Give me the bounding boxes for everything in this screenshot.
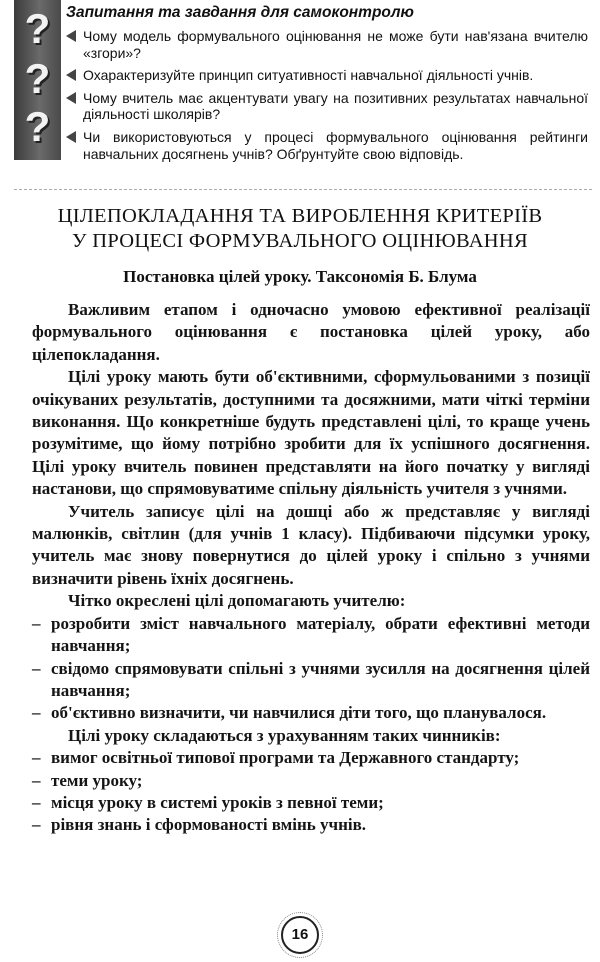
paragraph: Учитель записує цілі на дошці або ж представляє у вигляді малюнків, світлин (для учнів 1 класу). Підбиваючи підсумки уроку, учитель має знову повернутися до цілей уроку і спільно з учнями визначити рівень їхніх досягнень. bbox=[32, 501, 590, 588]
subsection-title: Постановка цілей уроку. Таксономія Б. Блума bbox=[123, 267, 477, 286]
body-text bbox=[32, 299, 590, 837]
question-mark-icon: ? bbox=[24, 103, 51, 150]
goals-benefits-list bbox=[32, 613, 590, 725]
self-check-title: Запитання та завдання для самоконтролю bbox=[66, 4, 414, 21]
section-heading bbox=[20, 204, 580, 254]
question-item: Чому вчитель має акцентувати увагу на позитивних результатах навчальної діяльності школярів? bbox=[66, 90, 588, 123]
self-check-box bbox=[0, 0, 600, 192]
question-mark-icon: ? bbox=[24, 55, 51, 102]
question-mark-icon: ? bbox=[24, 5, 51, 52]
heading-line-1: ЦІЛЕПОКЛАДАННЯ ТА ВИРОБЛЕННЯ КРИТЕРІЇВ bbox=[57, 205, 543, 227]
paragraph: Цілі уроку складаються з урахуванням таких чинників: bbox=[68, 725, 501, 745]
page-number: 16 bbox=[281, 916, 319, 954]
list-item: – рівня знань і сформованості вмінь учнів. bbox=[32, 815, 367, 835]
triangle-bullet-icon bbox=[66, 69, 76, 81]
divider bbox=[14, 189, 592, 190]
paragraph: Чітко окреслені цілі допомагають учителю: bbox=[68, 591, 406, 611]
self-check-questions bbox=[66, 28, 588, 168]
list-item: – вимог освітньої типової програми та Державного стандарту; bbox=[32, 748, 520, 768]
list-item: – розробити зміст навчального матеріалу, обрати ефективні методи навчання; bbox=[32, 613, 590, 656]
list-item: – свідомо спрямовувати спільні з учнями зусилля на досягнення цілей навчання; bbox=[32, 658, 590, 700]
paragraph: Цілі уроку мають бути об'єктивними, сформульованими з позиції очікуваних результатів, доступними та досяжними, мати чіткі терміни виконання. Що конкретніше будуть представлені цілі, то краще учень розумітиме, що йому потрібно зробити для їх успішного досягнення. Цілі уроку вчитель повинен представляти на його початку у вигляді настанови, що спрямовуватиме спільну діяльність учителя з учнями. bbox=[32, 367, 590, 499]
triangle-bullet-icon bbox=[66, 30, 76, 42]
question-marks-bar bbox=[14, 0, 61, 160]
list-item: – теми уроку; bbox=[32, 770, 143, 790]
list-item: – об'єктивно визначити, чи навчилися діти того, що планувалося. bbox=[32, 703, 547, 723]
factors-list bbox=[32, 747, 590, 837]
question-item: Чому модель формувального оцінювання не може бути нав'язана вчителю «згори»? bbox=[66, 28, 588, 61]
question-item: Чи використовуються у процесі формувального оцінювання рейтинги навчальних досягнень учнів? Обґрунтуйте свою відповідь. bbox=[66, 129, 588, 162]
list-item: – місця уроку в системі уроків з певної теми; bbox=[32, 792, 384, 812]
paragraph: Важливим етапом і одночасно умовою ефективної реалізації формувального оцінювання є постановка цілей уроку, або цілепокладання. bbox=[32, 300, 590, 364]
triangle-bullet-icon bbox=[66, 92, 76, 104]
heading-line-2: У ПРОЦЕСІ ФОРМУВАЛЬНОГО ОЦІНЮВАННЯ bbox=[72, 230, 528, 252]
triangle-bullet-icon bbox=[66, 131, 76, 143]
question-item: Охарактеризуйте принцип ситуативності навчальної діяльності учнів. bbox=[66, 67, 588, 84]
